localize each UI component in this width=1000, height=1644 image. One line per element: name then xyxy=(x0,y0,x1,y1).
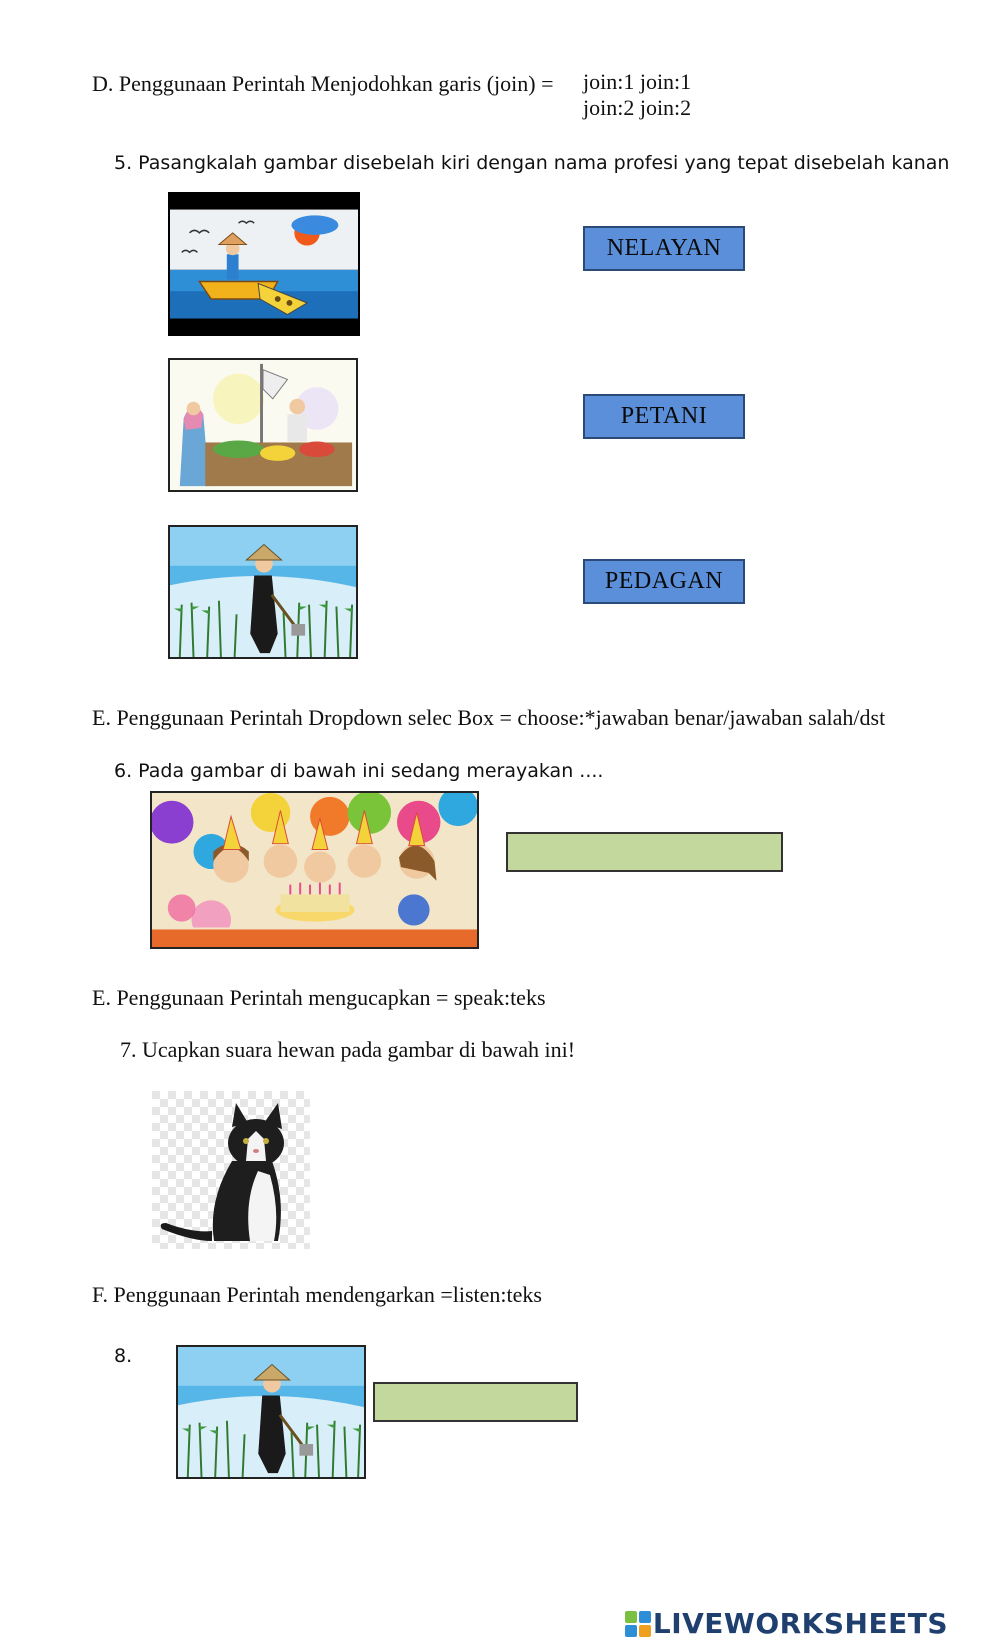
section-f-label: F. Penggunaan Perintah mendengarkan =listen:teks xyxy=(92,1282,542,1307)
option-petani[interactable]: PETANI xyxy=(583,394,745,439)
farmer-image-listen xyxy=(176,1345,366,1479)
question-6-dropdown[interactable] xyxy=(506,832,783,872)
section-f-title xyxy=(92,1282,542,1308)
section-d-title xyxy=(92,71,553,97)
question-7-text: 7. Ucapkan suara hewan pada gambar di bawah ini! xyxy=(120,1037,576,1062)
join-syntax-line1: join:1 join:1 xyxy=(583,69,692,94)
section-d-label: D. Penggunaan Perintah Menjodohkan garis (join) = xyxy=(92,71,554,96)
question-5-text: 5. Pasangkalah gambar disebelah kiri dengan nama profesi yang tepat disebelah kanan xyxy=(114,152,950,174)
question-8-number: 8. xyxy=(114,1345,133,1367)
section-e-dropdown-title xyxy=(92,705,885,731)
section-e-speak-title xyxy=(92,985,546,1011)
fisherman-image xyxy=(168,192,360,336)
section-e-speak-label: E. Penggunaan Perintah mengucapkan = speak:teks xyxy=(92,985,546,1010)
birthday-party-image xyxy=(150,791,479,949)
section-e-dropdown-label: E. Penggunaan Perintah Dropdown selec Box = choose:*jawaban benar/jawaban salah/dst xyxy=(92,705,886,730)
option-nelayan[interactable]: NELAYAN xyxy=(583,226,745,271)
question-6-text: 6. Pada gambar di bawah ini sedang merayakan .... xyxy=(114,760,604,782)
vendor-image xyxy=(168,358,358,492)
farmer-image xyxy=(168,525,358,659)
cat-image[interactable] xyxy=(152,1091,310,1249)
question-8-answer-field[interactable] xyxy=(373,1382,578,1422)
liveworksheets-mark-icon xyxy=(625,1611,651,1637)
liveworksheets-logo[interactable] xyxy=(625,1607,948,1640)
join-syntax-line2: join:2 join:2 xyxy=(583,95,692,120)
option-pedagan[interactable]: PEDAGAN xyxy=(583,559,745,604)
brand-name: LIVEWORKSHEETS xyxy=(652,1607,948,1640)
